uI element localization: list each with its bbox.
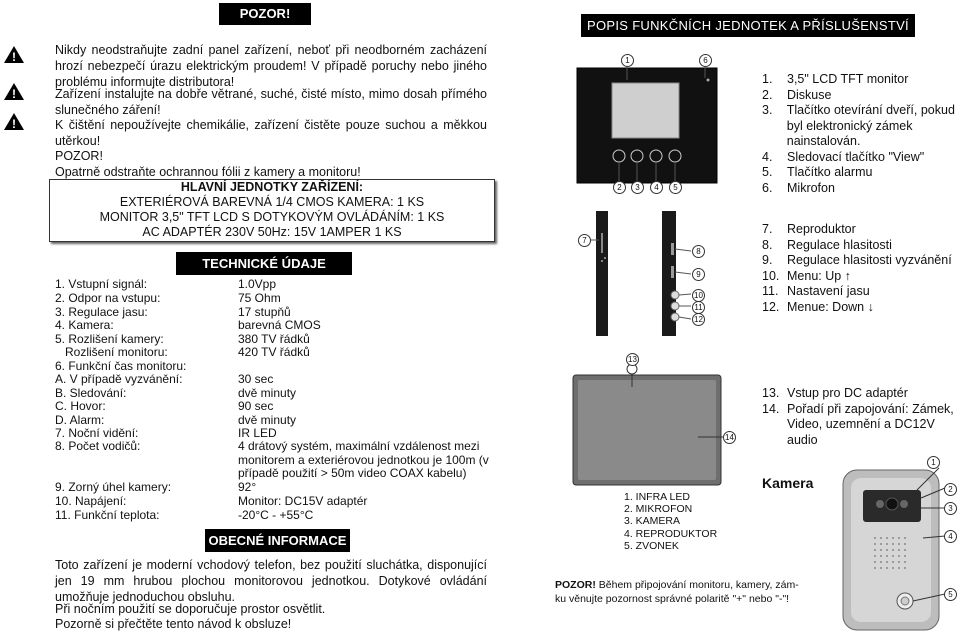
callout-5: 5 — [669, 181, 682, 194]
spec-value: případě použití > 50m video COAX kabelu) — [238, 466, 467, 480]
monitor-back-diagram — [568, 355, 743, 487]
spec-label: 2. Odpor na vstupu: — [55, 291, 161, 305]
spec-row — [55, 399, 485, 413]
list-item: 8. Regulace hlasitosti — [762, 237, 892, 252]
spec-row — [55, 426, 485, 440]
callout-2: 2 — [613, 181, 626, 194]
camera-callout-2: 2 — [944, 483, 957, 496]
spec-row — [55, 291, 485, 305]
list-item: 6. Mikrofon — [762, 180, 835, 195]
spec-value: 90 sec — [238, 399, 274, 413]
spec-row — [55, 466, 485, 480]
func-list-c — [762, 386, 958, 448]
callout-14: 14 — [723, 431, 736, 444]
spec-row — [55, 318, 485, 332]
main-units-box — [49, 179, 495, 242]
warning-icon: ! — [4, 113, 24, 130]
list-item: 12. Menue: Down ↓ — [762, 299, 874, 314]
pozor-text: Opatrně odstraňte ochrannou fólii z kamery a monitoru! — [55, 165, 361, 179]
spec-value: Monitor: DC15V adaptér — [238, 494, 368, 508]
callout-1: 1 — [621, 54, 634, 67]
monitor-side-diagram — [575, 208, 735, 343]
tech-header: TECHNICKÉ ÚDAJE — [176, 252, 352, 275]
spec-value: dvě minuty — [238, 386, 297, 400]
spec-row — [55, 439, 485, 453]
spec-value: barevná CMOS — [238, 318, 321, 332]
callout-12: 12 — [692, 313, 705, 326]
camera-callout-5: 5 — [944, 588, 957, 601]
bottom-note — [555, 578, 837, 606]
spec-row — [55, 494, 485, 508]
main-units-line: EXTERIÉROVÁ BAREVNÁ 1/4 CMOS KAMERA: 1 KS — [119, 195, 425, 209]
spec-label: 8. Počet vodičů: — [55, 439, 141, 453]
spec-row — [55, 332, 485, 346]
list-item: 1. 3,5" LCD TFT monitor — [762, 72, 909, 86]
brightness-button-icon — [671, 302, 679, 310]
down-button-icon — [671, 313, 679, 321]
list-item: 3. Tlačítko otevírání dveří, pokud byl elektronický zámek nainstalován. — [762, 103, 955, 148]
warning-text-1: Nikdy neodstraňujte zadní panel zařízení, neboť při neodborném zacházení hrozí nebezpečí úrazu elektrickým proudem! V případě poruchy nebo jiného problému informujte distributora! — [55, 43, 487, 89]
spec-label: 4. Kamera: — [55, 318, 114, 332]
callout-9: 9 — [692, 268, 705, 281]
main-units-line: MONITOR 3,5" TFT LCD S DOTYKOVÝM OVLÁDÁNÍM: 1 KS — [99, 210, 445, 224]
list-item: 2. Diskuse — [762, 87, 832, 102]
spec-value: -20°C - +55°C — [238, 508, 314, 522]
list-item: 10. Menu: Up ↑ — [762, 268, 851, 283]
list-item: 9. Regulace hlasitosti vyzvánění — [762, 253, 952, 267]
spec-value: monitorem a exteriérovou jednotkou je 100m (v — [238, 453, 489, 467]
warning-text-2: Zařízení instalujte na dobře větrané, suché, čisté místo, mimo dosah přímého slunečného záření! — [55, 87, 487, 117]
general-text-1: Toto zařízení je moderní vchodový telefon, bez použití sluchátka, disponující jen 19 mm hrubou plochou monitorovou jednotkou. Dotykové ovládání umožňuje jednoduchou obsluhu. — [55, 558, 487, 604]
spec-row — [55, 345, 485, 359]
bottom-note-line-2: ku věnujte pozornost správné polaritě "+" nebo "-"! — [555, 593, 790, 605]
list-item: 14. Pořadí při zapojování: Zámek, Video, uzemnění a DC12V audio — [762, 401, 954, 447]
spec-row — [55, 453, 489, 467]
warning-icon: ! — [4, 83, 24, 100]
spec-label: 7. Noční vidění: — [55, 426, 139, 440]
pozor-label: POZOR! — [55, 149, 103, 163]
func-list-a — [762, 72, 957, 196]
bottom-pozor-label: POZOR! — [555, 579, 596, 591]
camera-part: 5. ZVONEK — [624, 539, 679, 552]
callout-10: 10 — [692, 289, 705, 302]
spec-label: 3. Regulace jasu: — [55, 305, 148, 319]
warning-header: POZOR! — [219, 3, 311, 25]
camera-part: 2. MIKROFON — [624, 503, 693, 516]
spec-value: dvě minuty — [238, 413, 297, 427]
func-list-b — [762, 222, 957, 315]
spec-label: D. Alarm: — [55, 413, 105, 427]
spec-label: 5. Rozlišení kamery: — [55, 332, 164, 346]
camera-parts-list — [624, 491, 717, 552]
spec-value: 75 Ohm — [238, 291, 281, 305]
camera-title: Kamera — [762, 475, 814, 491]
camera-callout-3: 3 — [944, 502, 957, 515]
ring-volume-slider — [671, 266, 674, 278]
general-text-3: Pozorně si přečtěte tento návod k obsluze! — [55, 617, 292, 631]
spec-row — [55, 305, 485, 319]
camera-callout-4: 4 — [944, 530, 957, 543]
monitor-side-left — [596, 211, 608, 336]
list-item: 7. Reproduktor — [762, 222, 856, 236]
spec-value: 1.0Vpp — [238, 277, 277, 291]
general-text-2: Při nočním použití se doporučuje prostor osvětlit. — [55, 602, 326, 616]
main-units-title: HLAVNÍ JEDNOTKY ZAŘÍZENÍ: — [180, 180, 364, 194]
callout-11: 11 — [692, 301, 705, 314]
warning-text-3: K čištění nepoužívejte chemikálie, zařízení čistěte pouze suchou a měkkou utěrkou! — [55, 118, 487, 148]
spec-label: 6. Funkční čas monitoru: — [55, 359, 187, 373]
spec-row — [55, 359, 485, 373]
spec-value: 4 drátový systém, maximální vzdálenost mezi — [238, 439, 480, 453]
spec-label: 1. Vstupní signál: — [55, 277, 148, 291]
list-item: 11. Nastavení jasu — [762, 284, 870, 298]
bottom-note-line-1: Během připojování monitoru, kamery, zám- — [595, 579, 799, 591]
spec-row — [55, 413, 485, 427]
camera-part: 4. REPRODUKTOR — [624, 527, 718, 540]
camera-part: 3. KAMERA — [624, 515, 681, 528]
up-button-icon — [671, 291, 679, 299]
spec-row — [55, 508, 485, 522]
spec-value: 92° — [238, 480, 257, 494]
right-header: POPIS FUNKČNÍCH JEDNOTEK A PŘÍSLUŠENSTVÍ — [581, 14, 915, 37]
spec-value: 17 stupňů — [238, 305, 291, 319]
spec-row — [55, 372, 485, 386]
callout-7: 7 — [578, 234, 591, 247]
spec-value: 420 TV řádků — [238, 345, 310, 359]
spec-value: IR LED — [238, 426, 277, 440]
general-header: OBECNÉ INFORMACE — [205, 529, 350, 552]
spec-value: 30 sec — [238, 372, 274, 386]
volume-slider — [671, 243, 674, 255]
callout-13: 13 — [626, 353, 639, 366]
warning-icon: ! — [4, 46, 24, 63]
list-item: 13. Vstup pro DC adaptér — [762, 386, 908, 400]
callout-6: 6 — [699, 54, 712, 67]
spec-row — [55, 386, 485, 400]
spec-label: 10. Napájení: — [55, 494, 127, 508]
spec-row — [55, 277, 485, 291]
spec-row — [55, 480, 485, 494]
camera-part: 1. INFRA LED — [624, 491, 690, 503]
spec-label: C. Hovor: — [55, 399, 106, 413]
callout-3: 3 — [631, 181, 644, 194]
callout-4: 4 — [650, 181, 663, 194]
main-units-line: AC ADAPTÉR 230V 50Hz: 15V 1AMPER 1 KS — [142, 225, 402, 239]
list-item: 5. Tlačítko alarmu — [762, 165, 873, 179]
monitor-front-diagram — [572, 50, 727, 200]
spec-label: B. Sledování: — [55, 386, 127, 400]
spec-label: A. V případě vyzvánění: — [55, 372, 183, 386]
camera-diagram — [835, 458, 959, 633]
camera-callout-1: 1 — [927, 456, 940, 469]
spec-value: 380 TV řádků — [238, 332, 310, 346]
callout-8: 8 — [692, 245, 705, 258]
spec-label: Rozlišení monitoru: — [55, 345, 168, 359]
spec-label: 9. Zorný úhel kamery: — [55, 480, 172, 494]
list-item: 4. Sledovací tlačítko "View" — [762, 149, 925, 164]
monitor-screen — [612, 83, 679, 138]
spec-label: 11. Funkční teplota: — [55, 508, 160, 522]
